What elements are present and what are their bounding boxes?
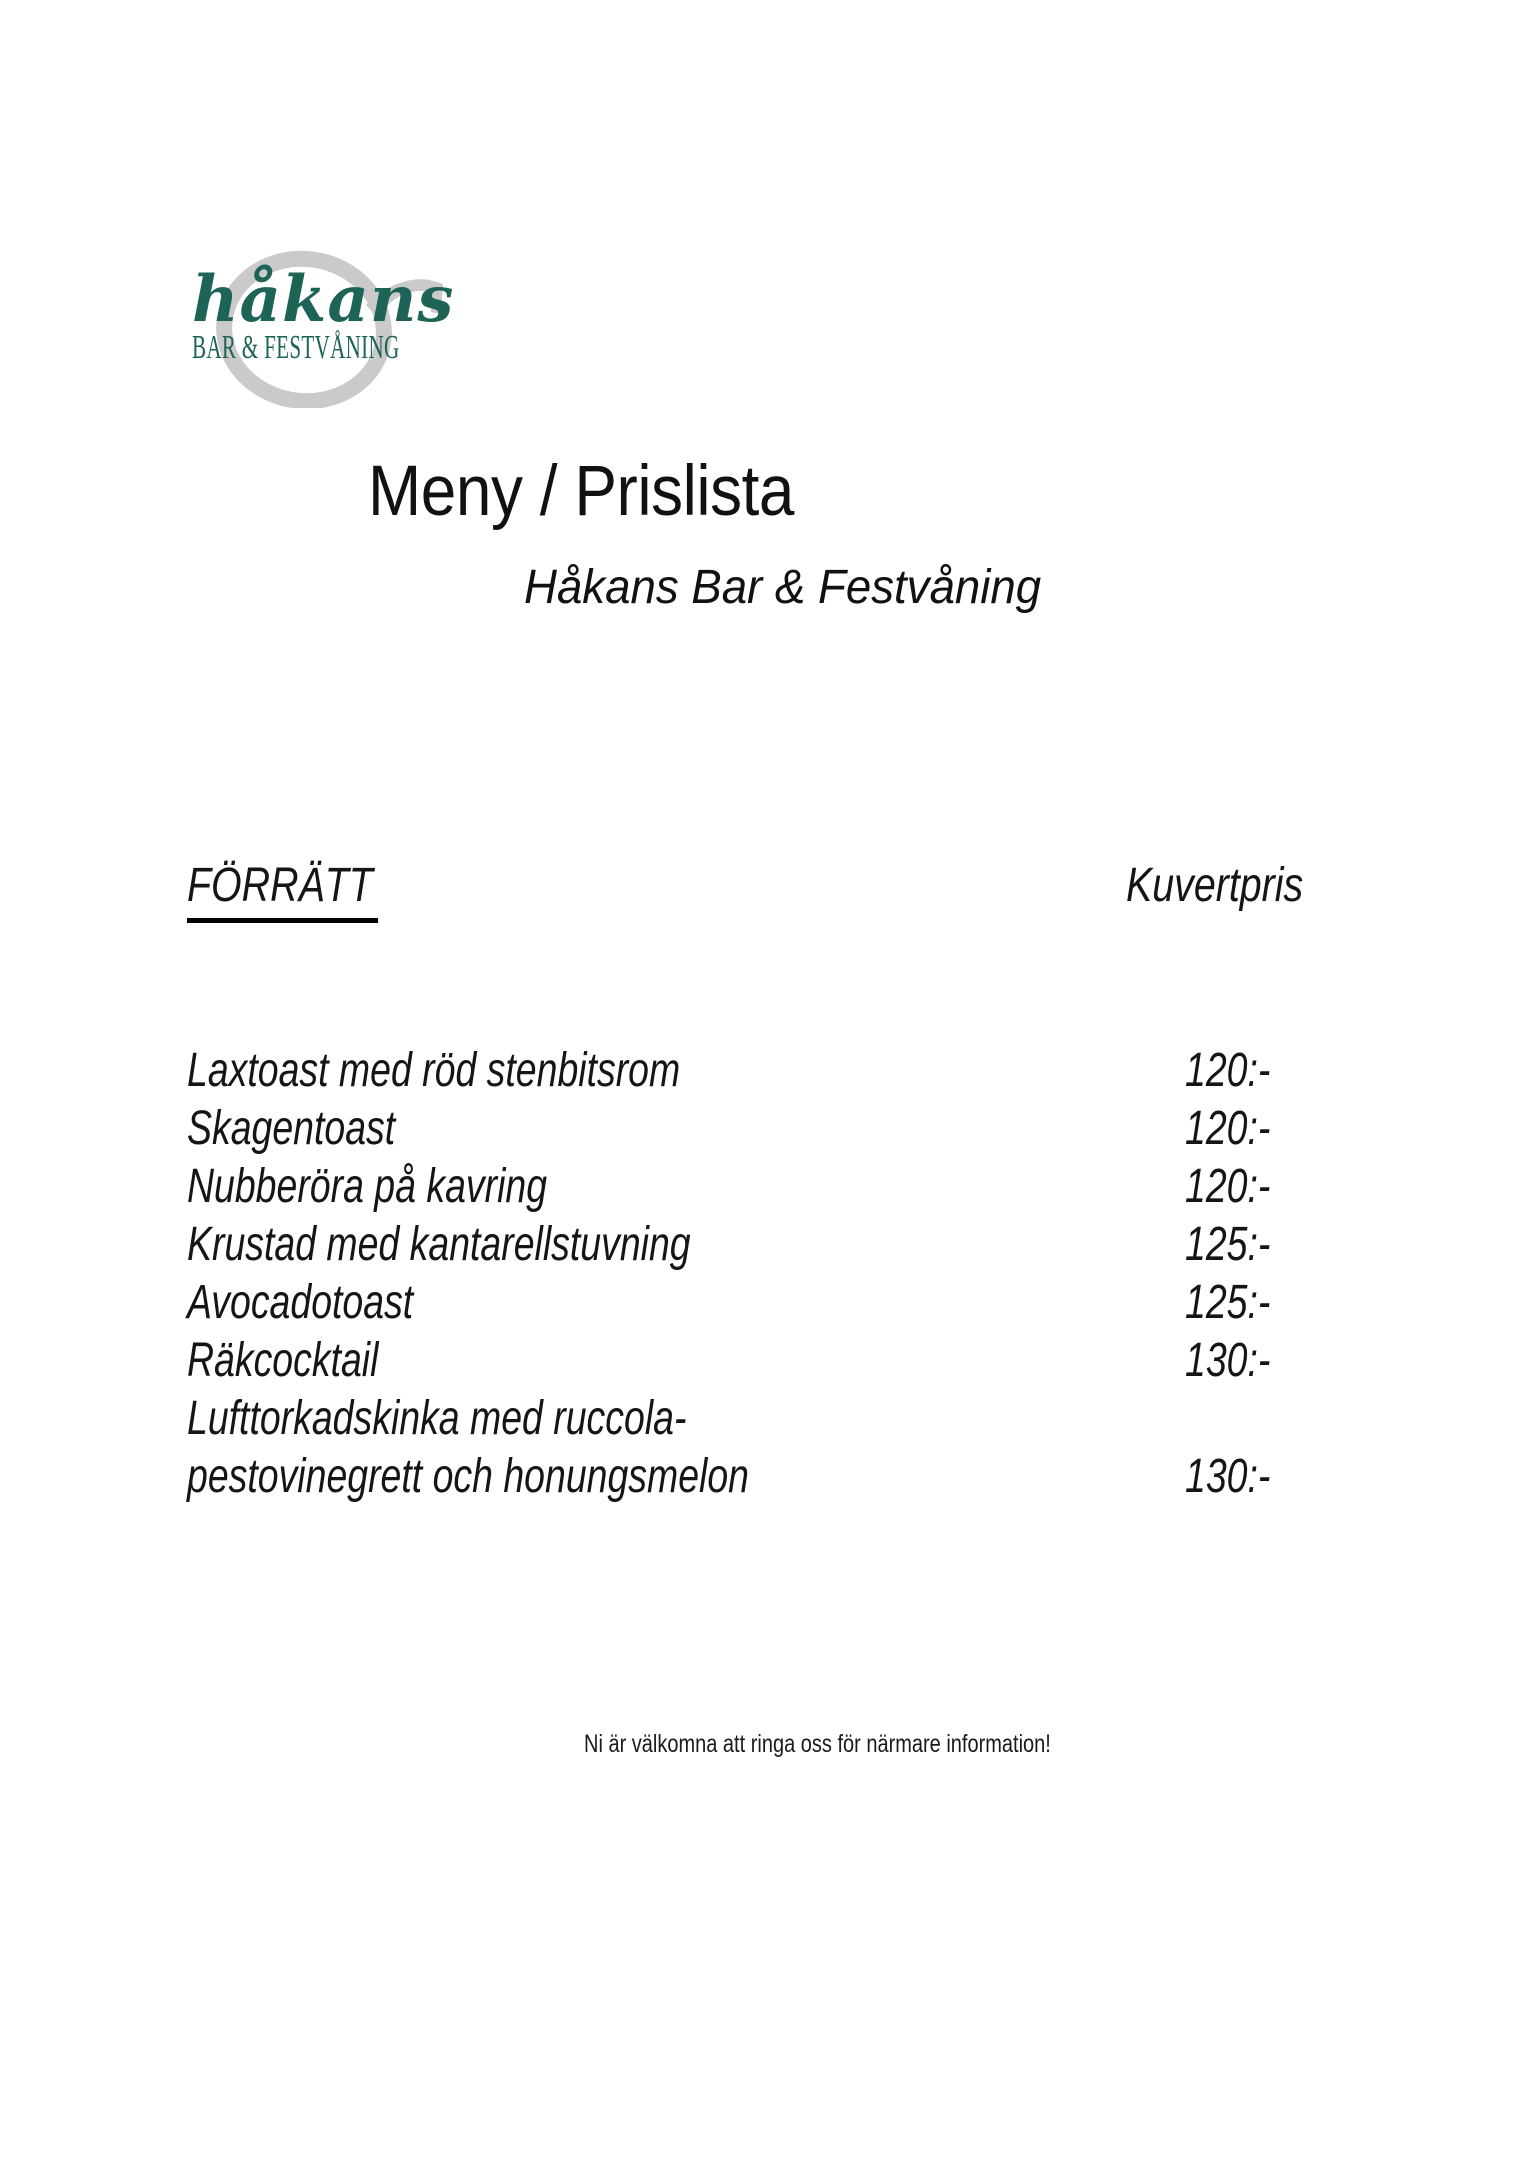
menu-item-row [187, 1216, 1437, 1274]
footer-note: Ni är välkomna att ringa oss för närmare information! [584, 1730, 1051, 1758]
menu-item-price: 120:- [1185, 1160, 1271, 1213]
menu-item-name: Laxtoast med röd stenbitsrom [187, 1044, 681, 1097]
menu-item-row [187, 1332, 1437, 1390]
menu-item-price: 120:- [1185, 1044, 1271, 1097]
menu-item-row [187, 1158, 1437, 1216]
menu-item-name: Lufttorkadskinka med ruccola- [187, 1392, 687, 1445]
menu-item-price: 125:- [1185, 1276, 1271, 1329]
menu-item-row [187, 1100, 1437, 1158]
menu-item-row [187, 1274, 1437, 1332]
menu-item-name: Avocadotoast [187, 1276, 414, 1329]
menu-item-name: Räkcocktail [187, 1334, 379, 1387]
menu-item-row [187, 1042, 1437, 1100]
menu-item-price: 130:- [1185, 1450, 1271, 1503]
brand-name-script: håkans [192, 262, 455, 337]
menu-item-price: 130:- [1185, 1334, 1271, 1387]
menu-item-price: 120:- [1185, 1102, 1271, 1155]
menu-item-row [187, 1448, 1437, 1506]
menu-item-name: Krustad med kantarellstuvning [187, 1218, 691, 1271]
restaurant-logo [0, 0, 500, 450]
price-column-header: Kuvertpris [1126, 859, 1304, 912]
menu-item-row [187, 1390, 1437, 1448]
menu-item-name: Nubberöra på kavring [187, 1160, 548, 1213]
page-title: Meny / Prislista [368, 452, 795, 531]
menu-item-price: 125:- [1185, 1218, 1271, 1271]
brand-tagline: BAR & FESTVÅNING [192, 329, 400, 366]
section-header-forratt: FÖRRÄTT [187, 858, 378, 923]
page-subtitle: Håkans Bar & Festvåning [524, 561, 1042, 614]
menu-item-name: Skagentoast [187, 1102, 396, 1155]
menu-item-name: pestovinegrett och honungsmelon [187, 1450, 749, 1503]
menu-list [187, 1042, 1437, 1506]
